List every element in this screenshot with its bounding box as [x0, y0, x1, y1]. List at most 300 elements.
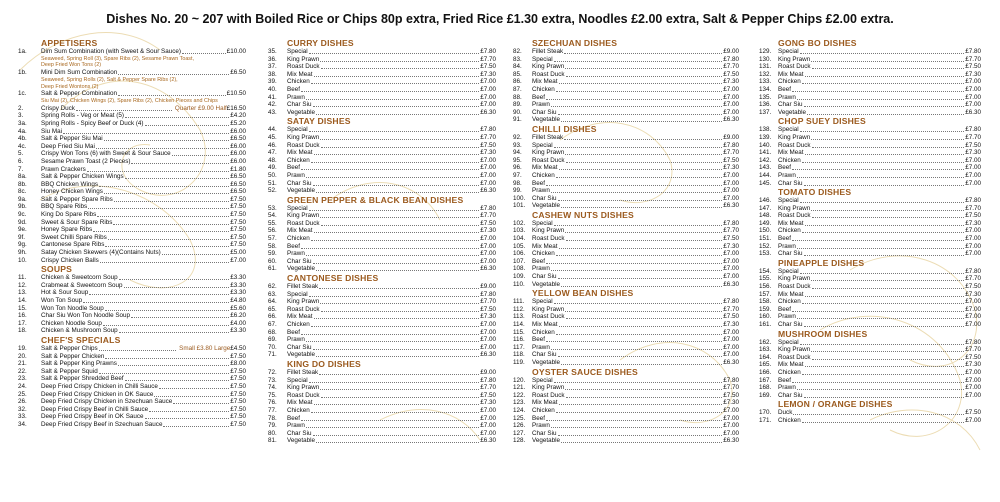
- menu-item: [759, 149, 981, 157]
- dot-leader: [565, 311, 722, 312]
- item-number: 155.: [759, 275, 772, 283]
- menu-item: [18, 391, 246, 399]
- item-price: £7.00: [723, 343, 739, 351]
- item-description: Seaweed, Spring Roll (3), Spare Ribs (2), Sesame Prawn Toast,: [41, 55, 195, 62]
- item-name: Beef: [287, 414, 300, 422]
- item-number: 131.: [759, 63, 772, 71]
- item-number: 148.: [759, 212, 772, 220]
- item-price: £7.30: [480, 313, 496, 321]
- item-name: Chicken: [287, 321, 310, 328]
- dot-leader: [320, 389, 479, 390]
- dot-leader: [802, 232, 964, 233]
- item-price: £7.00: [723, 422, 739, 430]
- dot-leader: [309, 210, 480, 211]
- item-price: £7.00: [965, 368, 981, 376]
- menu-item: [513, 142, 739, 150]
- menu-item: [18, 289, 246, 297]
- item-description: Deep Fried Won Tons (2): [41, 62, 102, 69]
- item-number: 80.: [268, 429, 277, 437]
- item-price: £7.00: [723, 108, 739, 116]
- dot-leader: [556, 334, 722, 335]
- menu-item: [513, 172, 739, 180]
- item-number: 114.: [513, 321, 525, 328]
- dot-leader: [316, 356, 479, 357]
- item-number: 70.: [268, 343, 277, 351]
- item-name: Beef: [778, 164, 791, 172]
- item-price: £7.50: [230, 241, 246, 249]
- item-number: 19.: [18, 344, 27, 352]
- item-number: 116.: [513, 336, 525, 344]
- menu-item: [268, 142, 496, 150]
- item-price: £4.20: [230, 112, 246, 120]
- item-name: King Prawn: [287, 133, 320, 141]
- dot-leader: [104, 193, 229, 194]
- dot-leader: [804, 185, 965, 186]
- item-number: 34.: [18, 420, 27, 428]
- menu-item: [759, 220, 981, 228]
- dot-leader: [100, 262, 229, 263]
- item-name: Chicken: [287, 78, 310, 86]
- item-name: Vegetable: [778, 108, 807, 116]
- item-name: Char Siu: [778, 321, 803, 328]
- item-name: Mix Meat: [532, 399, 558, 407]
- item-price: £7.00: [480, 406, 496, 414]
- menu-item: [18, 69, 246, 77]
- menu-item: [268, 329, 496, 337]
- menu-item: [759, 339, 981, 347]
- dot-leader: [311, 162, 479, 163]
- section-title: CHOP SUEY DISHES: [778, 116, 866, 127]
- item-number: 1a.: [18, 48, 27, 55]
- item-price: £7.50: [230, 413, 246, 421]
- item-price: £6.50: [230, 69, 246, 77]
- item-number: 20.: [18, 352, 27, 360]
- item-name: Mix Meat: [778, 361, 804, 369]
- menu-column-4: [759, 38, 981, 425]
- item-price: £7.80: [480, 126, 496, 134]
- item-number: 52.: [268, 187, 277, 195]
- item-price: £7.70: [480, 133, 496, 141]
- menu-item: [268, 109, 496, 117]
- item-number: 42.: [268, 101, 277, 109]
- item-number: 90.: [513, 108, 522, 116]
- item-price: £7.00: [723, 187, 739, 195]
- item-name: King Prawn: [778, 346, 811, 354]
- item-number: 163.: [759, 346, 772, 354]
- item-name: Prawn: [287, 93, 305, 101]
- menu-item: [759, 109, 981, 117]
- item-number: 107.: [513, 257, 526, 265]
- item-price: £7.00: [965, 78, 981, 86]
- menu-item: [18, 249, 246, 257]
- item-number: 9c.: [18, 211, 27, 219]
- dot-leader: [811, 210, 964, 211]
- dot-leader: [558, 356, 723, 357]
- item-name: Sweet & Sour Spare Ribs: [41, 218, 113, 226]
- item-name: Vegetable: [287, 351, 316, 359]
- item-number: 54.: [268, 212, 277, 220]
- item-name: Spring Rolls - Spicy Beef or Duck (4): [41, 119, 144, 127]
- menu-item: [268, 101, 496, 109]
- item-name: Roast Duck: [532, 156, 565, 164]
- dot-leader: [301, 420, 479, 421]
- menu-item: [759, 361, 981, 369]
- dot-leader: [320, 217, 479, 218]
- item-price: £7.00: [480, 156, 496, 164]
- item-number: 95.: [513, 156, 522, 164]
- item-number: 4c.: [18, 142, 27, 150]
- item-price: £4.00: [230, 319, 246, 327]
- menu-item: [268, 164, 496, 172]
- dot-leader: [802, 83, 964, 84]
- item-name: Roast Duck: [778, 283, 811, 291]
- item-price: £7.50: [965, 353, 981, 361]
- dot-leader: [301, 91, 479, 92]
- menu-item: [18, 327, 246, 335]
- item-number: 74.: [268, 384, 277, 392]
- menu-item: [513, 273, 739, 281]
- item-number: 73.: [268, 376, 277, 384]
- menu-item: [18, 211, 246, 219]
- item-price: £7.70: [723, 227, 739, 235]
- menu-item: [513, 78, 739, 86]
- item-name: Fillet Steak: [532, 133, 564, 141]
- item-name: Sweet Chilli Spare Ribs: [41, 233, 107, 241]
- item-number: 117.: [513, 343, 525, 351]
- item-number: 124.: [513, 406, 526, 414]
- menu-item: [759, 71, 981, 79]
- item-price: £7.30: [480, 149, 496, 157]
- menu-item: [18, 143, 246, 151]
- item-price: £7.00: [480, 235, 496, 243]
- menu-item: [759, 291, 981, 299]
- item-price: £7.50: [965, 63, 981, 71]
- item-name: Special: [778, 338, 799, 346]
- dot-leader: [561, 121, 722, 122]
- item-name: Mix Meat: [778, 219, 804, 227]
- section-title: TOMATO DISHES: [778, 187, 852, 198]
- item-name: Mix Meat: [532, 164, 558, 172]
- dot-leader: [104, 140, 230, 141]
- dot-leader: [99, 186, 229, 187]
- item-name: Prawn: [287, 171, 305, 179]
- item-name: Char Siu Won Ton Noodle Soup: [41, 312, 131, 320]
- item-number: 1c.: [18, 90, 27, 98]
- item-price: £7.00: [965, 298, 981, 306]
- item-size-note: Small £3.80 Large: [179, 344, 231, 352]
- dot-leader: [320, 139, 479, 140]
- item-price: £7.70: [965, 55, 981, 63]
- item-name: Vegetable: [287, 265, 316, 273]
- item-name: Beef: [778, 376, 791, 384]
- item-price: £7.00: [480, 422, 496, 430]
- item-price: £10.00: [226, 48, 246, 55]
- item-name: Special: [532, 55, 553, 63]
- item-number: 77.: [268, 406, 277, 414]
- menu-item: [759, 275, 981, 283]
- dot-leader: [309, 382, 480, 383]
- menu-column-3: [513, 38, 739, 445]
- item-name: King Prawn: [532, 384, 565, 392]
- item-price: £7.00: [965, 101, 981, 109]
- item-number: 99.: [513, 187, 522, 195]
- item-price: £6.30: [480, 351, 496, 359]
- section-title: CURRY DISHES: [287, 38, 354, 48]
- menu-item: [759, 417, 981, 425]
- item-number: 17.: [18, 319, 27, 327]
- item-name: Chicken Noodle Soup: [41, 319, 102, 327]
- menu-column-1: [18, 38, 246, 429]
- item-name: Char Siu: [287, 179, 312, 187]
- section-title: CANTONESE DISHES: [287, 273, 379, 284]
- item-price: £7.50: [723, 313, 739, 321]
- menu-item: [513, 101, 739, 109]
- menu-item: [268, 71, 496, 79]
- item-price: £7.80: [965, 126, 981, 134]
- menu-item: [759, 63, 981, 71]
- item-number: 132.: [759, 70, 772, 78]
- item-number: 65.: [268, 305, 277, 313]
- item-number: 101.: [513, 202, 526, 210]
- item-number: 153.: [759, 250, 772, 258]
- item-price: £7.00: [723, 265, 739, 273]
- item-price: £7.00: [480, 78, 496, 86]
- dot-leader: [802, 374, 964, 375]
- item-price: £7.80: [965, 197, 981, 205]
- menu-item: [268, 430, 496, 438]
- item-number: 119.: [513, 358, 525, 366]
- item-price: £7.00: [723, 179, 739, 187]
- item-name: Chicken: [532, 406, 555, 414]
- dot-leader: [792, 169, 964, 170]
- item-price: £7.30: [723, 78, 739, 86]
- item-number: 38.: [268, 70, 277, 78]
- item-number: 12.: [18, 281, 27, 289]
- item-number: 161.: [759, 321, 772, 328]
- dot-leader: [804, 326, 965, 327]
- item-number: 89.: [513, 101, 522, 109]
- menu-item: [268, 63, 496, 71]
- dot-leader: [313, 185, 480, 186]
- menu-item: [759, 197, 981, 205]
- item-price: £7.70: [480, 212, 496, 220]
- item-name: Crispy Chicken Balls: [41, 256, 99, 264]
- menu-item: [268, 283, 496, 291]
- dot-leader: [564, 139, 722, 140]
- dot-leader: [807, 114, 964, 115]
- item-price: £7.50: [723, 235, 739, 243]
- item-number: 75.: [268, 391, 277, 399]
- dot-leader: [313, 435, 480, 436]
- item-name: Char Siu: [287, 429, 312, 437]
- dot-leader: [118, 74, 229, 75]
- item-name: Vegetable: [532, 280, 561, 288]
- item-number: 1b.: [18, 69, 27, 77]
- item-number: 35.: [268, 48, 277, 55]
- item-price: £7.00: [965, 416, 981, 424]
- menu-item: [268, 78, 496, 86]
- item-number: 9a.: [18, 195, 27, 203]
- item-price: £7.00: [480, 250, 496, 258]
- menu-item: [513, 227, 739, 235]
- item-number: 64.: [268, 298, 277, 306]
- item-name: Special: [778, 48, 799, 55]
- item-price: £7.00: [723, 328, 739, 336]
- item-number: 138.: [759, 126, 772, 134]
- menu-item: [759, 235, 981, 243]
- item-name: Mix Meat: [287, 149, 313, 157]
- item-number: 141.: [759, 149, 772, 157]
- item-number: 60.: [268, 257, 277, 265]
- menu-item: [513, 422, 739, 430]
- menu-item: [513, 134, 739, 142]
- item-number: 105.: [513, 242, 526, 250]
- item-name: Char Siu: [532, 351, 557, 359]
- menu-item: [18, 421, 246, 429]
- menu-item: [513, 392, 739, 400]
- menu-item: [268, 94, 496, 102]
- item-price: £7.50: [230, 226, 246, 234]
- item-name: Crabmeat & Sweetcorn Soup: [41, 281, 123, 289]
- item-price: £7.50: [230, 352, 246, 360]
- item-name: Crispy Duck: [41, 104, 75, 112]
- menu-item: [759, 369, 981, 377]
- item-price: £9.00: [723, 48, 739, 55]
- dot-leader: [301, 248, 479, 249]
- item-price: £7.30: [723, 321, 739, 328]
- menu-item: [513, 437, 739, 445]
- menu-item: [18, 158, 246, 166]
- item-name: Vegetable: [532, 116, 561, 124]
- menu-item: [18, 150, 246, 158]
- dot-leader: [800, 344, 965, 345]
- menu-item: [268, 220, 496, 228]
- item-name: King Prawn: [778, 275, 811, 283]
- menu-item: [268, 265, 496, 273]
- item-number: 11.: [18, 274, 27, 282]
- item-number: 93.: [513, 141, 522, 149]
- item-name: Char Siu: [778, 101, 803, 109]
- item-number: 3.: [18, 112, 24, 120]
- item-number: 49.: [268, 164, 277, 172]
- item-description: Seaweed, Spring Rolls (2), Salt & Pepper Spare Ribs (2),: [41, 76, 178, 83]
- item-name: Won Ton Noodle Soup: [41, 304, 104, 312]
- item-price: £7.70: [723, 63, 739, 71]
- item-number: 154.: [759, 267, 772, 275]
- item-name: Fillet Steak: [532, 48, 564, 55]
- menu-item: [759, 212, 981, 220]
- item-name: Vegetable: [532, 437, 561, 445]
- menu-item: [759, 101, 981, 109]
- section-title: SZECHUAN DISHES: [532, 38, 618, 48]
- item-name: Chicken: [778, 298, 801, 306]
- item-name: Roast Duck: [532, 313, 565, 321]
- menu-item: [513, 164, 739, 172]
- menu-item: [513, 399, 739, 407]
- item-name: Chicken: [778, 368, 801, 376]
- item-number: 147.: [759, 204, 772, 212]
- item-number: 63.: [268, 290, 277, 298]
- item-price: £7.00: [965, 384, 981, 392]
- dot-leader: [797, 389, 964, 390]
- item-name: King Prawn: [778, 55, 811, 63]
- section-title: APPETISERS: [41, 38, 98, 48]
- item-number: 26.: [18, 398, 27, 406]
- menu-item: [18, 368, 246, 376]
- dot-leader: [313, 263, 480, 264]
- item-price: £7.00: [723, 101, 739, 109]
- dot-leader: [554, 382, 723, 383]
- item-price: £6.00: [230, 150, 246, 158]
- item-price: £6.50: [230, 180, 246, 188]
- item-price: £7.30: [965, 149, 981, 157]
- item-name: King Prawn: [532, 227, 565, 235]
- item-number: 18.: [18, 327, 27, 335]
- menu-item: [513, 235, 739, 243]
- menu-item: [18, 181, 246, 189]
- menu-item: [513, 243, 739, 251]
- item-number: 160.: [759, 313, 772, 321]
- item-name: Mix Meat: [532, 78, 558, 86]
- section-title: SATAY DISHES: [287, 116, 351, 127]
- item-price: £7.50: [480, 391, 496, 399]
- dot-leader: [314, 154, 480, 155]
- menu-item: [513, 220, 739, 228]
- item-price: £7.00: [965, 85, 981, 93]
- item-number: 32.: [18, 405, 27, 413]
- dot-leader: [99, 373, 230, 374]
- item-price: £7.80: [480, 48, 496, 55]
- item-number: 87.: [513, 85, 522, 93]
- item-number: 150.: [759, 227, 772, 235]
- item-price: £6.30: [480, 437, 496, 445]
- menu-item: [759, 227, 981, 235]
- item-price: £7.00: [230, 256, 246, 264]
- item-name: Dim Sum Combination (with Sweet & Sour Sauce): [41, 48, 181, 55]
- item-price: £6.30: [480, 187, 496, 195]
- item-price: £7.70: [480, 384, 496, 392]
- item-name: Cantonese Spare Ribs: [41, 241, 105, 249]
- item-name: Chicken: [532, 85, 555, 93]
- item-price: £7.00: [480, 242, 496, 250]
- item-description: Siu Mai (2), Chicken Wings (2), Spare Ribs (2), Chicken Pieces and Chips: [41, 97, 218, 104]
- item-price: £6.30: [723, 202, 739, 210]
- item-number: 109.: [513, 273, 526, 281]
- item-number: 15.: [18, 304, 27, 312]
- item-name: Mix Meat: [532, 242, 558, 250]
- dot-leader: [559, 169, 723, 170]
- item-name: Chicken & Mushroom Soup: [41, 327, 118, 335]
- item-name: Prawn: [532, 187, 550, 195]
- item-number: 9d.: [18, 218, 27, 226]
- item-price: £7.80: [965, 338, 981, 346]
- item-price: £7.00: [723, 250, 739, 258]
- item-number: 133.: [759, 78, 772, 86]
- dot-leader: [812, 217, 965, 218]
- item-number: 111.: [513, 298, 525, 306]
- item-price: £7.00: [965, 93, 981, 101]
- dot-leader: [88, 208, 229, 209]
- item-number: 33.: [18, 413, 27, 421]
- item-price: £7.00: [723, 171, 739, 179]
- dot-leader: [546, 420, 722, 421]
- dot-leader: [811, 61, 964, 62]
- item-number: 53.: [268, 204, 277, 212]
- item-price: £6.00: [230, 142, 246, 150]
- item-number: 9b.: [18, 203, 27, 211]
- item-price: £7.00: [723, 351, 739, 359]
- item-price: £7.30: [965, 361, 981, 369]
